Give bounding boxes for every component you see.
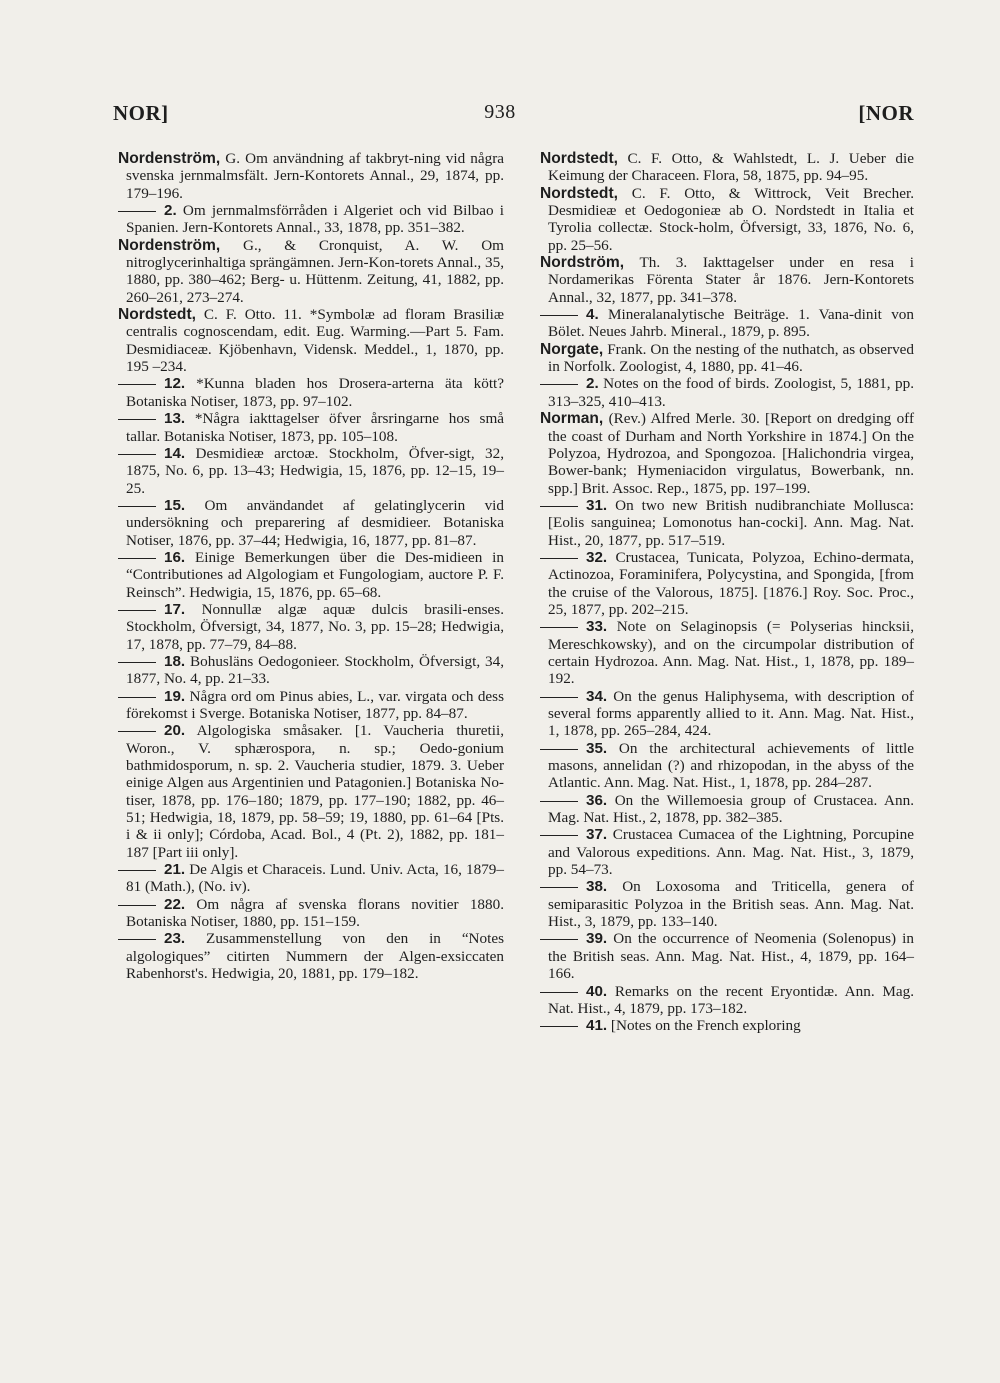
author-entry <box>540 185 914 254</box>
entry-text: [Notes on the French exploring <box>607 1017 801 1035</box>
entry-number: 2. <box>586 375 599 393</box>
entry-text: On the architectural achievements of little masons, annelidan (?) and rhizopodan, in the abyss of the Atlantic. Ann. Mag. Nat. Hist., 1, 1878, pp. 284–287. <box>548 739 914 792</box>
ditto-dash <box>540 384 578 385</box>
ditto-dash <box>118 419 156 420</box>
ditto-dash <box>540 315 578 316</box>
sub-entry <box>540 549 914 618</box>
running-head-right: [NOR <box>858 101 914 125</box>
author-name: Nordstedt, <box>118 306 196 324</box>
entry-number: 21. <box>164 861 186 879</box>
sub-entry <box>118 549 504 601</box>
entry-text: Notes on the food of birds. Zoologist, 5, 1881, pp. 313–325, 410–413. <box>548 375 914 410</box>
entry-text: Desmidieæ arctoæ. Stockholm, Öfver-sigt, 32, 1875, No. 6, pp. 13–43; Hedwigia, 15, 1876, pp. 12–15, 19–25. <box>126 444 504 497</box>
sub-entry <box>118 722 504 861</box>
ditto-dash <box>540 697 578 698</box>
running-head-left: NOR] <box>113 101 169 125</box>
sub-entry <box>118 202 504 237</box>
ditto-dash <box>118 211 156 212</box>
entry-number: 37. <box>586 826 608 844</box>
sub-entry <box>540 930 914 982</box>
sub-entry <box>118 601 504 653</box>
ditto-dash <box>540 749 578 750</box>
page-number: 938 <box>484 101 516 123</box>
entry-text: Th. 3. Iakttagelser under en resa i Nordamerikas Förenta Stater år 1876. Jern-Kontorets Annal., 32, 1877, pp. 341–378. <box>548 254 914 306</box>
entry-text: Om jernmalmsförråden i Algeriet och vid Bilbao i Spanien. Jern-Kontorets Annal., 33, 1878, pp. 351–382. <box>126 202 504 237</box>
entry-text: Zusammenstellung von den in “Notes algologiques” citirten Nummern der Algen-exsiccaten Rabenhorst's. Hedwigia, 20, 1881, pp. 179–182. <box>126 930 504 983</box>
entry-text: Om användandet af gelatinglycerin vid undersökning och preparering af desmidieer. Botaniska Notiser, 1876, pp. 37–44; Hedwigia, 16, 1877, pp. 81–87. <box>126 496 504 549</box>
entry-number: 35. <box>586 739 608 757</box>
entry-text: *Några iakttagelser öfver årsringarne hos små tallar. Botaniska Notiser, 1873, pp. 105–108. <box>126 410 504 445</box>
sub-entry <box>540 740 914 792</box>
entry-number: 13. <box>164 410 186 428</box>
ditto-dash <box>540 506 578 507</box>
entry-text: On two new British nudibranchiate Mollusca: [Eolis sanguinea; Lomonotus han-cocki]. Ann. Mag. Nat. Hist., 20, 1877, pp. 517–519. <box>548 496 914 549</box>
ditto-dash <box>118 662 156 663</box>
entry-text: Algologiska småsaker. [1. Vaucheria thuretii, Woron., V. sphærospora, n. sp.; Oedo-gonium bathmidosporum, n. sp. 2. Vaucheria studier, 1879. 3. Ueber einige Algen aus Argentinien und Patagonien.] Botaniska No-tiser, 1878, pp. 176–180; 1879, pp. 177–190; 1882, pp. 46–51; Hedwigia, 18, 1879, pp. 58–59; 19, 1880, pp. 61–64 [Pts. i & ii only]; Córdoba, Acad. Bol., 4 (Pt. 2), 1882, pp. 181–187 [Part iii only]. <box>126 722 504 861</box>
author-name: Nordstedt, <box>540 150 618 167</box>
author-entry <box>540 254 914 306</box>
sub-entry <box>118 375 504 410</box>
entry-number: 2. <box>164 202 177 220</box>
author-entry <box>540 410 914 497</box>
ditto-dash <box>118 905 156 906</box>
entry-text: Crustacea, Tunicata, Polyzoa, Echino-dermata, Actinozoa, Foraminifera, Polycystina, and Spongida, [from the cruise of the Valorous, 1875]. [1876.] Roy. Soc. Proc., 25, 1877, pp. 202–215. <box>548 548 914 618</box>
ditto-dash <box>118 697 156 698</box>
sub-entry <box>540 792 914 827</box>
entry-number: 32. <box>586 548 608 566</box>
ditto-dash <box>118 939 156 940</box>
author-name: Nordenström, <box>118 236 221 254</box>
entry-text: On the Willemoesia group of Crustacea. Ann. Mag. Nat. Hist., 2, 1878, pp. 382–385. <box>548 791 914 827</box>
entry-text: G., & Cronquist, A. W. Om nitroglycerinhaltiga sprängämnen. Jern-Kon-torets Annal., 35, 1880, pp. 380–462; Berg- u. Hüttenm. Zeitung, 41, 1882, pp. 260–261, 273–274. <box>126 236 504 306</box>
entry-number: 39. <box>586 930 608 948</box>
entry-text: On the genus Haliphysema, with description of several forms apparently allied to it. Ann. Mag. Nat. Hist., 1, 1878, pp. 265–284, 424. <box>548 687 914 740</box>
sub-entry <box>540 375 914 410</box>
entry-number: 34. <box>586 687 608 705</box>
sub-entry <box>540 878 914 930</box>
author-name: Nordenström, <box>118 150 221 167</box>
entry-number: 22. <box>164 895 186 913</box>
ditto-dash <box>118 384 156 385</box>
entry-number: 31. <box>586 496 608 514</box>
author-entry <box>118 237 504 306</box>
ditto-dash <box>118 558 156 559</box>
entry-text: Nonnullæ algæ aquæ dulcis brasili-enses. Stockholm, Öfversigt, 34, 1877, No. 3, pp. 15–28; Hedwigia, 17, 1878, pp. 77–79, 84–88. <box>126 600 504 653</box>
ditto-dash <box>118 506 156 507</box>
ditto-dash <box>540 1026 578 1027</box>
entry-text: De Algis et Characeis. Lund. Univ. Acta, 16, 1879–81 (Math.), (No. iv). <box>126 861 504 896</box>
author-entry <box>118 306 504 375</box>
entry-number: 18. <box>164 652 186 670</box>
sub-entry <box>540 826 914 878</box>
author-entry <box>118 150 504 202</box>
sub-entry <box>118 688 504 723</box>
sub-entry <box>118 930 504 982</box>
author-name: Nordstedt, <box>540 184 618 202</box>
entry-number: 36. <box>586 791 608 809</box>
author-name: Norman, <box>540 410 604 428</box>
sub-entry <box>118 653 504 688</box>
sub-entry <box>540 983 914 1018</box>
entry-text: Mineralanalytische Beiträge. 1. Vana-dinit von Bölet. Neues Jahrb. Mineral., 1879, p. 895. <box>548 306 914 341</box>
sub-entry <box>118 445 504 497</box>
entry-text: C. F. Otto, & Wahlstedt, L. J. Ueber die Keimung der Characeen. Flora, 58, 1875, pp. 94–95. <box>548 150 914 185</box>
entry-number: 4. <box>586 306 599 324</box>
ditto-dash <box>540 835 578 836</box>
sub-entry <box>118 861 504 896</box>
ditto-dash <box>540 992 578 993</box>
entry-number: 14. <box>164 444 186 462</box>
sub-entry <box>540 497 914 549</box>
author-entry <box>540 341 914 376</box>
ditto-dash <box>540 627 578 628</box>
left-column <box>118 150 504 983</box>
entry-number: 40. <box>586 982 608 1000</box>
entry-number: 17. <box>164 600 186 618</box>
sub-entry <box>540 306 914 341</box>
entry-number: 33. <box>586 618 608 636</box>
ditto-dash <box>540 558 578 559</box>
entry-text: Några ord om Pinus abies, L., var. virgata och dess förekomst i Sverge. Botaniska Notiser, 1877, pp. 84–87. <box>126 687 504 722</box>
sub-entry <box>540 688 914 740</box>
entry-text: G. Om användning af takbryt-ning vid några svenska jernmalmsfält. Jern-Kontorets Annal., 29, 1874, pp. 179–196. <box>126 150 504 202</box>
entry-text: Frank. On the nesting of the nuthatch, as observed in Norfolk. Zoologist, 4, 1880, pp. 41–46. <box>548 340 914 376</box>
author-entry <box>540 150 914 185</box>
ditto-dash <box>118 870 156 871</box>
entry-text: Note on Selaginopsis (= Polyserias hincksii, Mereschkowsky), and on the circumpolar distribution of certain Hydrozoa. Ann. Mag. Nat. Hist., 1, 1878, pp. 189–192. <box>548 618 914 688</box>
right-column <box>540 150 914 1035</box>
entry-number: 20. <box>164 722 186 740</box>
ditto-dash <box>540 939 578 940</box>
sub-entry <box>540 1017 914 1034</box>
entry-number: 23. <box>164 930 186 948</box>
sub-entry <box>540 618 914 687</box>
author-name: Nordström, <box>540 254 625 272</box>
entry-text: On Loxosoma and Triticella, genera of semiparasitic Polyzoa in the British seas. Ann. Mag. Nat. Hist., 3, 1879, pp. 133–140. <box>548 878 914 931</box>
ditto-dash <box>118 610 156 611</box>
sub-entry <box>118 497 504 549</box>
entry-text: *Kunna bladen hos Drosera-arterna äta kött? Botaniska Notiser, 1873, pp. 97–102. <box>126 375 504 410</box>
entry-text: (Rev.) Alfred Merle. 30. [Report on dredging off the coast of Durham and North Yorkshire in 1874.] On the Polyzoa, Hydrozoa, and Spongozoa. [Halichondria virgea, Bower-bank; Hymeniacidon virgulatus, Bowerbank, nn. spp.] Brit. Assoc. Rep., 1875, pp. 197–199. <box>548 410 914 497</box>
entry-text: Einige Bemerkungen über die Des-midieen in “Contributiones ad Algologiam et Fungologiam, auctore P. F. Reinsch”. Hedwigia, 15, 1876, pp. 65–68. <box>126 548 504 601</box>
entry-text: On the occurrence of Neomenia (Solenopus) in the British seas. Ann. Mag. Nat. Hist., 4, 1879, pp. 164–166. <box>548 930 914 983</box>
entry-number: 16. <box>164 548 186 566</box>
entry-text: Remarks on the recent Eryontidæ. Ann. Mag. Nat. Hist., 4, 1879, pp. 173–182. <box>548 982 914 1017</box>
entry-number: 12. <box>164 375 186 393</box>
entry-text: Bohusläns Oedogonieer. Stockholm, Öfversigt, 34, 1877, No. 4, pp. 21–33. <box>126 652 504 688</box>
sub-entry <box>118 410 504 445</box>
entry-number: 15. <box>164 496 186 514</box>
entry-number: 19. <box>164 687 186 705</box>
entry-text: C. F. Otto, & Wittrock, Veit Brecher. Desmidieæ et Oedogonieæ ab O. Nordstedt in Italia et Tyrolia collectæ. Stock-holm, Öfversigt, 33, 1876, No. 6, pp. 25–56. <box>548 184 914 254</box>
ditto-dash <box>118 731 156 732</box>
ditto-dash <box>540 887 578 888</box>
entry-text: Crustacea Cumacea of the Lightning, Porcupine and Valorous expeditions. Ann. Mag. Nat. Hist., 3, 1879, pp. 54–73. <box>548 826 914 879</box>
author-name: Norgate, <box>540 340 604 358</box>
entry-text: Om några af svenska florans novitier 1880. Botaniska Notiser, 1880, pp. 151–159. <box>126 895 504 931</box>
entry-number: 41. <box>586 1017 608 1035</box>
ditto-dash <box>118 454 156 455</box>
entry-text: C. F. Otto. 11. *Symbolæ ad floram Brasiliæ centralis cognoscendam, edit. Eug. Warming.—Part 5. Fam. Desmidiaceæ. Kjöbenhavn, Vidensk. Meddel., 1, 1870, pp. 195 –234. <box>126 306 504 376</box>
sub-entry <box>118 896 504 931</box>
entry-number: 38. <box>586 878 608 896</box>
ditto-dash <box>540 801 578 802</box>
